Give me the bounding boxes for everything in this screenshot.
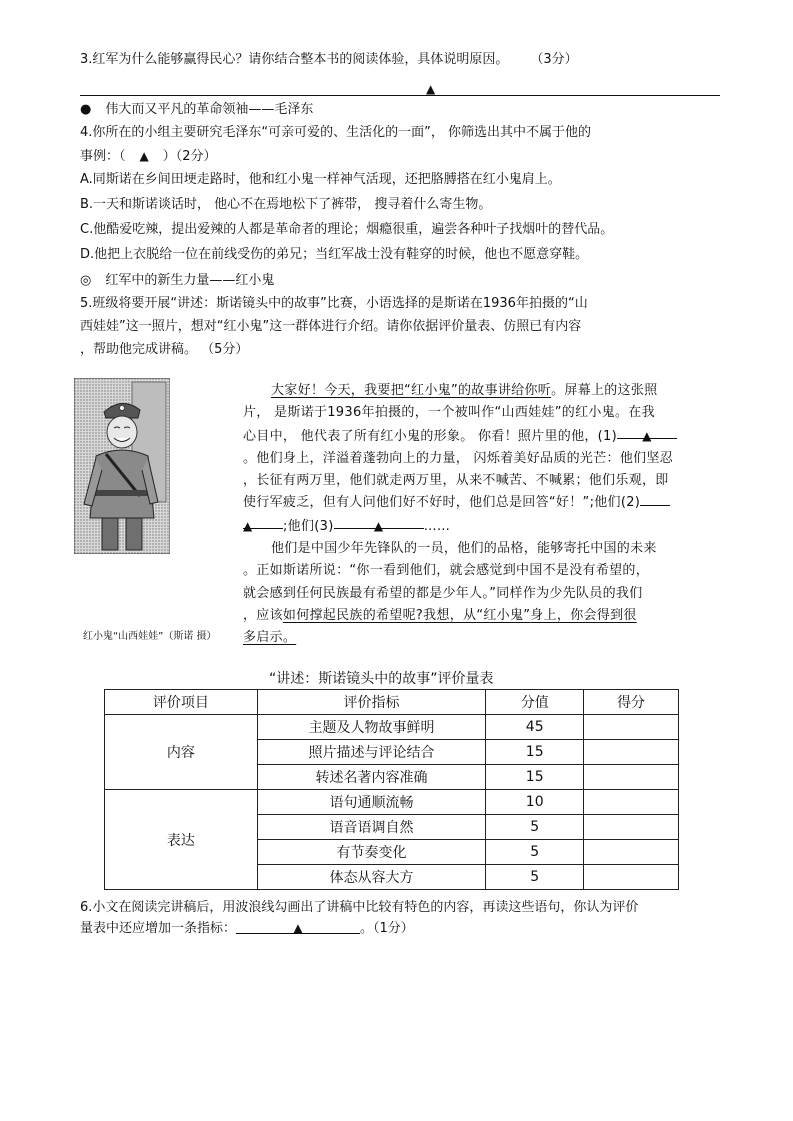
table-group-cell: 表达 <box>105 790 258 890</box>
speech-line: 就会感到任何民族最有希望的都是少年人。”同样作为少先队员的我们 <box>243 585 643 601</box>
table-indicator-cell: 照片描述与评论结合 <box>257 740 486 765</box>
table-group-cell: 内容 <box>105 715 258 790</box>
table-title: “讲述：斯诺镜头中的故事”评价量表 <box>269 671 494 687</box>
speech-line: 他们是中国少年先锋队的一员，他们的品格，能够寄托中国的未来 <box>271 541 657 557</box>
q6-answer-blank[interactable]: ▲ <box>236 920 360 934</box>
speech-line: 多启示。 <box>243 630 297 646</box>
bullet-icon: ● <box>80 102 92 117</box>
q4-option-b: B.一天和斯诺谈话时， 他心不在焉地松下了裤带， 搜寻着什么寄生物。 <box>80 197 492 212</box>
table-grade-cell[interactable] <box>584 715 679 740</box>
q4-option-c: C.他酷爱吃辣，提出爱辣的人都是革命者的理论；烟瘾很重，遍尝各种叶子找烟叶的替代品。 <box>80 222 614 237</box>
speech-blank-3[interactable]: ▲ <box>334 515 424 529</box>
table-indicator-cell: 体态从容大方 <box>257 865 486 890</box>
section-heading-mao: ● 伟大而又平凡的革命领袖——毛泽东 <box>80 102 314 117</box>
speech-line: 。他们身上，洋溢着蓬勃向上的力量， 闪烁着美好品质的光芒：他们坚忍 <box>243 450 674 466</box>
table-header-cell: 评价指标 <box>257 690 486 715</box>
q4-option-a: A.同斯诺在乡间田埂走路时，他和红小鬼一样神气活现，还把胳膊搭在红小鬼肩上。 <box>80 172 561 187</box>
q4-answer-marker[interactable]: ▲ <box>139 149 149 163</box>
q6-stem-line2: 量表中还应增加一条指标： ▲ 。（1分） <box>80 921 414 936</box>
table-indicator-cell: 语句通顺流畅 <box>257 790 486 815</box>
table-grade-cell[interactable] <box>584 740 679 765</box>
table-grade-cell[interactable] <box>584 840 679 865</box>
q3-answer-marker: ▲ <box>426 82 436 96</box>
table-score-cell: 10 <box>486 790 584 815</box>
speech-line: ，长征有两万里，他们就走两万里，从来不喊苦、不喊累；他们乐观，即 <box>243 473 669 489</box>
speech-blank-2[interactable] <box>640 492 670 506</box>
evaluation-table <box>104 689 679 890</box>
table-indicator-cell: 转述名著内容准确 <box>257 765 486 790</box>
table-score-cell: 5 <box>486 840 584 865</box>
table-grade-cell[interactable] <box>584 790 679 815</box>
table-grade-cell[interactable] <box>584 815 679 840</box>
table-indicator-cell: 主题及人物故事鲜明 <box>257 715 486 740</box>
table-header-row <box>105 690 679 715</box>
q5-stem-line2: 西娃娃”这一照片，想对“红小鬼”这一群体进行介绍。请你依据评价量表、仿照已有内容 <box>80 319 582 334</box>
speech-draft <box>243 380 723 650</box>
table-score-cell: 15 <box>486 765 584 790</box>
table-score-cell: 5 <box>486 865 584 890</box>
speech-line: 心目中， 他代表了所有红小鬼的形象。 你看！照片里的他，(1) ▲ <box>243 425 723 448</box>
speech-blank-1[interactable]: ▲ <box>617 425 677 439</box>
speech-blank-2-cont[interactable]: ▲ <box>243 515 283 529</box>
q4-stem-line2: 事例：（ ▲ ）（2分） <box>80 149 217 164</box>
table-row <box>105 790 679 815</box>
table-indicator-cell: 语音语调自然 <box>257 815 486 840</box>
speech-line: ，应该如何撑起民族的希望呢?我想，从“红小鬼”身上，你会得到很 <box>243 607 637 623</box>
table-indicator-cell: 有节奏变化 <box>257 840 486 865</box>
photo-caption: 红小鬼“山西娃娃”（斯诺 摄） <box>83 631 217 642</box>
q5-stem-line3: ，帮助他完成讲稿。 （5分） <box>80 342 249 357</box>
q5-stem-line1: 5.班级将要开展“讲述：斯诺镜头中的故事”比赛，小语选择的是斯诺在1936年拍摄的“山 <box>80 296 588 311</box>
table-grade-cell[interactable] <box>584 865 679 890</box>
table-header-cell: 评价项目 <box>105 690 258 715</box>
table-score-cell: 15 <box>486 740 584 765</box>
red-kid-photo <box>74 378 170 554</box>
q4-option-d: D.他把上衣脱给一位在前线受伤的弟兄；当红军战士没有鞋穿的时候，他也不愿意穿鞋。 <box>80 247 589 262</box>
speech-line: 。正如斯诺所说：“你一看到他们，就会感觉到中国不是没有希望的， <box>243 563 650 579</box>
table-grade-cell[interactable] <box>584 765 679 790</box>
speech-line: 使行军疲乏，但有人问他们好不好时，他们总是回答“好！”;他们(2) <box>243 492 723 514</box>
table-score-cell: 5 <box>486 815 584 840</box>
table-row <box>105 715 679 740</box>
circle-bullet-icon: ◎ <box>80 273 92 288</box>
table-header-cell: 得分 <box>584 690 679 715</box>
q4-stem: 4.你所在的小组主要研究毛泽东“可亲可爱的、生活化的一面”， 你筛选出其中不属于他的 <box>80 125 592 140</box>
q3-text: 3.红军为什么能够赢得民心？请你结合整本书的阅读体验，具体说明原因。 （3分） <box>80 52 578 67</box>
q6-stem-line1: 6.小文在阅读完讲稿后，用波浪线勾画出了讲稿中比较有特色的内容，再读这些语句，你认为评价 <box>80 900 639 915</box>
speech-line: 大家好！今天，我要把“红小鬼”的故事讲给你听。屏幕上的这张照 <box>271 383 658 398</box>
speech-line: 片， 是斯诺于1936年拍摄的，一个被叫作“山西娃娃”的红小鬼。在我 <box>243 405 655 421</box>
section-heading-red-kids: ◎ 红军中的新生力量——红小鬼 <box>80 273 275 288</box>
table-header-cell: 分值 <box>486 690 584 715</box>
speech-line: ▲ ;他们(3) ▲ …… <box>243 515 723 538</box>
table-score-cell: 45 <box>486 715 584 740</box>
q3-answer-line[interactable] <box>80 95 720 96</box>
